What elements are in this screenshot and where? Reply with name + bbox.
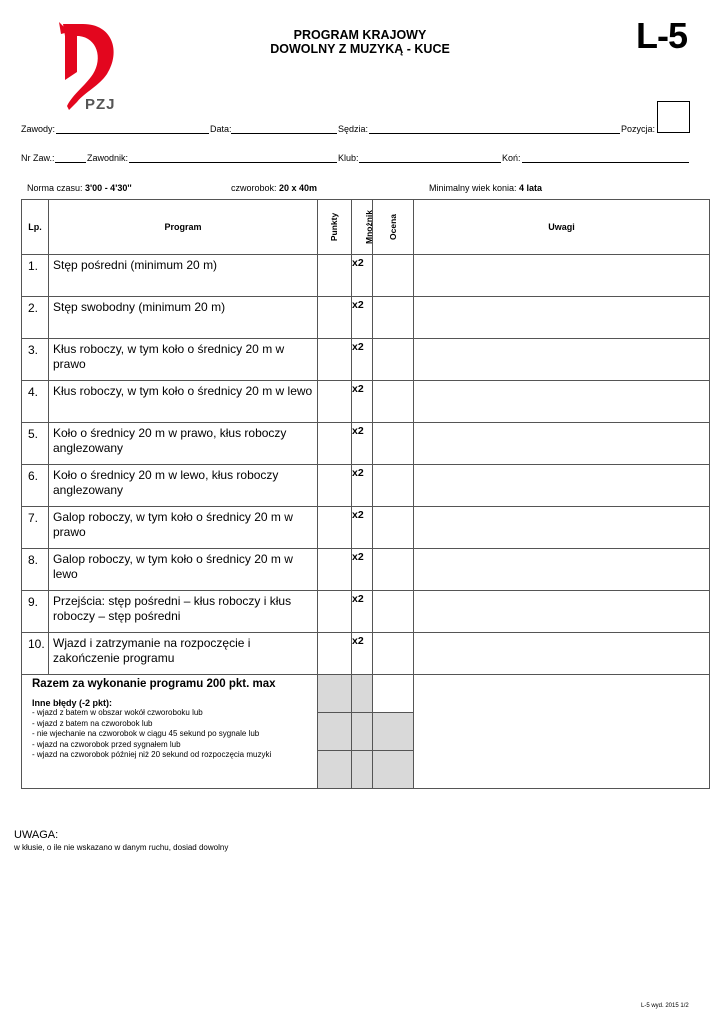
header-ocena: Ocena — [373, 200, 414, 255]
pozycja-box[interactable] — [657, 101, 690, 133]
row-ocena-cell[interactable] — [373, 423, 414, 465]
table-row — [22, 591, 710, 633]
header-program: Program — [49, 200, 318, 255]
row-ocena-cell[interactable] — [373, 381, 414, 423]
sum-ocena-cell-3 — [373, 751, 414, 789]
row-program: Galop roboczy, w tym koło o średnicy 20 m w prawo — [49, 507, 318, 549]
zawody-label: Zawody: — [21, 124, 56, 134]
data-field[interactable] — [231, 133, 337, 134]
logo-text: PZJ — [85, 96, 116, 113]
summary-cell — [22, 675, 318, 789]
scoring-table — [21, 199, 710, 789]
sum-punkty-cell-2 — [318, 713, 352, 751]
footer-edition: L-5 wyd. 2015 1/2 — [641, 1003, 689, 1009]
sum-punkty-cell — [318, 675, 352, 713]
form-code: L-5 — [636, 15, 687, 56]
klub-label: Klub: — [338, 153, 359, 163]
row-program: Koło o średnicy 20 m w lewo, kłus roboczy anglezowany — [49, 465, 318, 507]
errors-heading: Inne błędy (-2 pkt): — [32, 698, 113, 708]
row-uwagi-cell[interactable] — [414, 255, 710, 297]
row-program: Stęp swobodny (minimum 20 m) — [49, 297, 318, 339]
zawodnik-label: Zawodnik: — [87, 153, 129, 163]
row-ocena-cell[interactable] — [373, 339, 414, 381]
header-uwagi: Uwagi — [414, 200, 710, 255]
note-text: w kłusie, o ile nie wskazano w danym ruchu, dosiad dowolny — [14, 843, 229, 852]
table-row — [22, 381, 710, 423]
row-number: 1. — [22, 255, 49, 297]
row-punkty-cell[interactable] — [318, 423, 352, 465]
row-punkty-cell[interactable] — [318, 633, 352, 675]
row-uwagi-cell[interactable] — [414, 423, 710, 465]
row-program: Wjazd i zatrzymanie na rozpoczęcie i zakończenie programu — [49, 633, 318, 675]
row-multiplier: x2 — [352, 381, 373, 423]
sedzia-field[interactable] — [369, 133, 620, 134]
sum-uwagi-cell[interactable] — [414, 675, 710, 789]
row-punkty-cell[interactable] — [318, 507, 352, 549]
table-row — [22, 465, 710, 507]
row-number: 10. — [22, 633, 49, 675]
row-multiplier: x2 — [352, 465, 373, 507]
table-row — [22, 507, 710, 549]
title-line-1: PROGRAM KRAJOWY — [293, 28, 427, 42]
row-program: Kłus roboczy, w tym koło o średnicy 20 m w lewo — [49, 381, 318, 423]
row-uwagi-cell[interactable] — [414, 507, 710, 549]
min-horse-age: Minimalny wiek konia: 4 lata — [429, 183, 543, 193]
czworobok-size: czworobok: 20 x 40m — [231, 183, 318, 193]
row-uwagi-cell[interactable] — [414, 381, 710, 423]
row-punkty-cell[interactable] — [318, 465, 352, 507]
row-punkty-cell[interactable] — [318, 339, 352, 381]
row-uwagi-cell[interactable] — [414, 591, 710, 633]
data-label: Data: — [210, 124, 232, 134]
table-row — [22, 549, 710, 591]
row-ocena-cell[interactable] — [373, 633, 414, 675]
row-multiplier: x2 — [352, 633, 373, 675]
row-multiplier: x2 — [352, 507, 373, 549]
zawody-field[interactable] — [56, 133, 209, 134]
table-row — [22, 339, 710, 381]
header-mnoznik: Mnożnik — [352, 200, 373, 255]
row-multiplier: x2 — [352, 297, 373, 339]
table-row — [22, 297, 710, 339]
row-multiplier: x2 — [352, 423, 373, 465]
pozycja-label: Pozycja: — [621, 124, 656, 134]
row-ocena-cell[interactable] — [373, 465, 414, 507]
summary-title: Razem za wykonanie programu 200 pkt. max — [32, 678, 276, 690]
row-program: Stęp pośredni (minimum 20 m) — [49, 255, 318, 297]
kon-label: Koń: — [502, 153, 521, 163]
error-item: - wjazd na czworobok później niż 20 sekund od rozpoczęcia muzyki — [32, 750, 272, 759]
row-ocena-cell[interactable] — [373, 507, 414, 549]
nr-zaw-label: Nr Zaw.: — [21, 153, 55, 163]
error-item: - nie wjechanie na czworobok w ciągu 45 sekund po sygnale lub — [32, 729, 260, 738]
table-row — [22, 423, 710, 465]
row-uwagi-cell[interactable] — [414, 465, 710, 507]
klub-field[interactable] — [359, 162, 501, 163]
row-multiplier: x2 — [352, 255, 373, 297]
row-punkty-cell[interactable] — [318, 381, 352, 423]
row-punkty-cell[interactable] — [318, 591, 352, 633]
row-ocena-cell[interactable] — [373, 549, 414, 591]
row-number: 4. — [22, 381, 49, 423]
row-multiplier: x2 — [352, 549, 373, 591]
sum-mnoznik-cell — [352, 675, 373, 713]
row-number: 3. — [22, 339, 49, 381]
sedzia-label: Sędzia: — [338, 124, 369, 134]
row-uwagi-cell[interactable] — [414, 297, 710, 339]
header-lp: Lp. — [22, 200, 49, 255]
row-number: 7. — [22, 507, 49, 549]
table-header-row — [22, 200, 710, 255]
row-punkty-cell[interactable] — [318, 549, 352, 591]
row-punkty-cell[interactable] — [318, 255, 352, 297]
row-uwagi-cell[interactable] — [414, 633, 710, 675]
row-multiplier: x2 — [352, 339, 373, 381]
sum-mnoznik-cell-2 — [352, 713, 373, 751]
note-title: UWAGA: — [14, 829, 59, 841]
sum-ocena-cell-2 — [373, 713, 414, 751]
row-program: Koło o średnicy 20 m w prawo, kłus roboczy anglezowany — [49, 423, 318, 465]
row-ocena-cell[interactable] — [373, 255, 414, 297]
row-number: 9. — [22, 591, 49, 633]
row-program: Galop roboczy, w tym koło o średnicy 20 m w lewo — [49, 549, 318, 591]
header-punkty: Punkty — [318, 200, 352, 255]
row-uwagi-cell[interactable] — [414, 339, 710, 381]
error-item: - wjazd z batem na czworobok lub — [32, 718, 153, 728]
document-title — [230, 28, 490, 56]
sum-punkty-cell-3 — [318, 751, 352, 789]
norma-czasu: Norma czasu: 3'00 - 4'30'' — [27, 183, 132, 193]
error-item: - wjazd na czworobok przed sygnałem lub — [32, 739, 181, 749]
row-multiplier: x2 — [352, 591, 373, 633]
row-uwagi-cell[interactable] — [414, 549, 710, 591]
kon-field[interactable] — [522, 162, 689, 163]
nr-zaw-field[interactable] — [55, 162, 86, 163]
row-ocena-cell[interactable] — [373, 591, 414, 633]
pzj-logo — [55, 22, 127, 114]
sum-ocena-cell[interactable] — [373, 675, 414, 713]
zawodnik-field[interactable] — [129, 162, 337, 163]
row-number: 2. — [22, 297, 49, 339]
title-line-2: DOWOLNY Z MUZYKĄ - KUCE — [270, 42, 450, 56]
row-program: Kłus roboczy, w tym koło o średnicy 20 m w prawo — [49, 339, 318, 381]
sum-mnoznik-cell-3 — [352, 751, 373, 789]
row-number: 8. — [22, 549, 49, 591]
summary-row — [22, 675, 710, 713]
row-punkty-cell[interactable] — [318, 297, 352, 339]
row-number: 5. — [22, 423, 49, 465]
row-program: Przejścia: stęp pośredni – kłus roboczy i kłus roboczy – stęp pośredni — [49, 591, 318, 633]
row-ocena-cell[interactable] — [373, 297, 414, 339]
table-row — [22, 255, 710, 297]
error-item: - wjazd z batem w obszar wokół czworoboku lub — [32, 708, 203, 717]
table-row — [22, 633, 710, 675]
row-number: 6. — [22, 465, 49, 507]
